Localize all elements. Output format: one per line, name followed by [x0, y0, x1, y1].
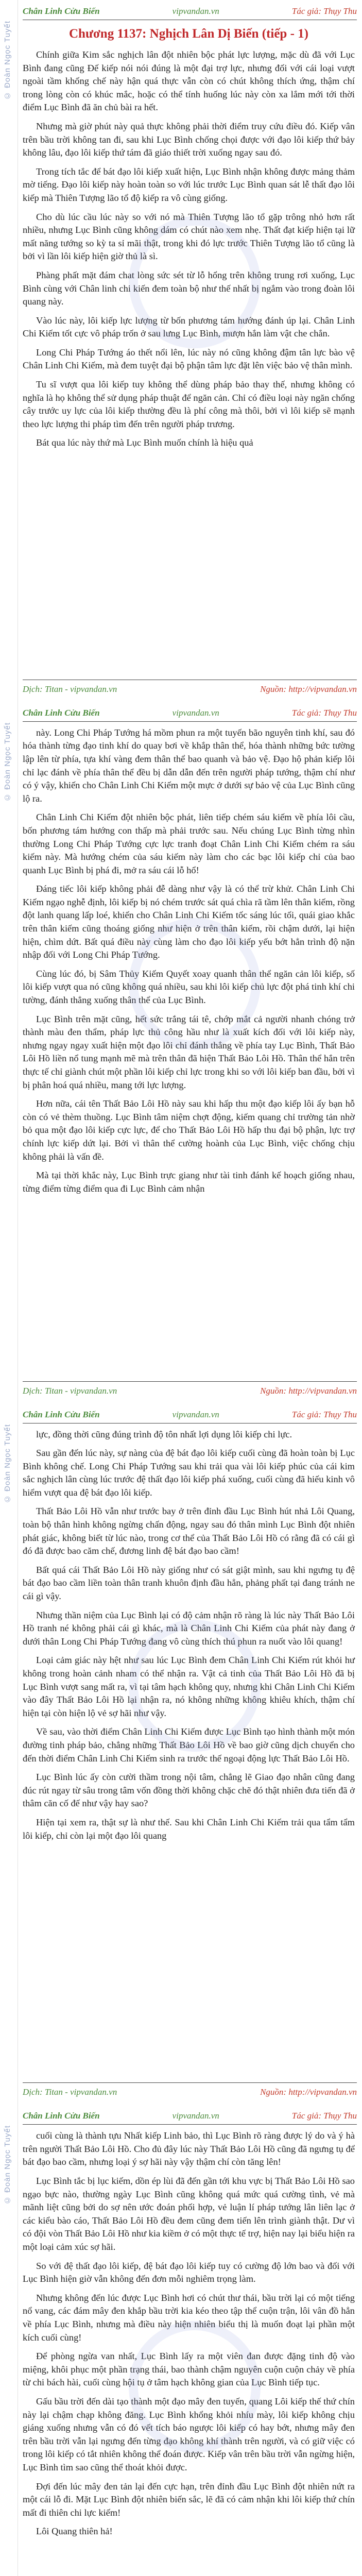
- paragraph: lực, đồng thời cũng đúng trình độ tôn nhất lợi dụng lôi kiếp chi lực.: [36, 1429, 292, 1439]
- header-site: vipvandan.vn: [172, 707, 219, 718]
- page-footer: [23, 682, 357, 697]
- chapter-title: Chương 1137: Nghịch Lân Dị Biến (tiếp - 1): [68, 27, 308, 41]
- page-header: [23, 2109, 357, 2123]
- page-footer: [23, 1384, 357, 1398]
- footer-translator: Dịch: Titan - vipvandan.vn: [23, 684, 117, 694]
- paragraph: Thất Bảo Lôi Hồ vẫn như trước bay ở trên đỉnh đầu Lục Bình hút nhả Lôi Quang, toàn bộ thân hình không ngừng chấn động, ngay sau đó thân mình Lục Bình đột nhiên phát giác, không biết từ lúc nào, trong cơ thể của Thất Bảo Lôi Hồ có rằng đã có cái gì đó đã được bao căm chế, đương linh đệ bát đạo bao cầm!: [23, 1506, 355, 1556]
- document-page-1: [0, 0, 362, 702]
- side-strip: [0, 702, 18, 1403]
- page-content: [23, 25, 355, 675]
- paragraph: Cùng lúc đó, bị Sâm Thủy Kiếm Quyết xoay quanh thân thể ngăn cản lôi kiếp, số lôi kiếp vượt qua nó cũng không quá nhiều, sau khi lôi kiếp chủ lực đột phá tinh khí chi tường, đánh thẳng xuống thân thể của Lục Bình.: [23, 968, 355, 1006]
- footer-translator: Dịch: Titan - vipvandan.vn: [23, 1385, 117, 1396]
- paragraph: Để phòng ngừa van nhất, Lục Bình lấy ra một viên đan được đặng tinh độ vào miệng, khôi phục một phần trạng thái, bao thành chậm nguyên cuộn cuộn chảy về phía từ chi bách hài, cuối cùng hội tụ ở tâm hạch không gian của Lục Bình tiếp tục.: [23, 2351, 355, 2388]
- header-author: Tác giả: Thụy Thu: [291, 2111, 357, 2121]
- header-book-title: Chân Linh Cửu Biến: [23, 2111, 100, 2121]
- paragraph: cuối cùng là thành tựu Nhất kiếp Linh bảo, thì Lục Bình rõ ràng được lý do và ý hà trên người Thất Bảo Lôi Hồ. Cho đủ đây lúc này Thất Bảo Lôi Hồ cũng đã ngưng tụ để bát đạo bao cầm, nhưng loại ý sợ hãi này vậy thậm chí còn tăng lên!: [23, 2130, 355, 2167]
- header-site: vipvandan.vn: [172, 2111, 219, 2121]
- header-book-title: Chân Linh Cửu Biến: [23, 707, 100, 718]
- footer-divider: [23, 2082, 357, 2083]
- paragraph: Lôi Quang thiên hả!: [36, 2526, 113, 2537]
- page-header: [23, 706, 357, 720]
- paragraph: Trong tích tắc để bát đạo lôi kiếp xuất hiện, Lục Bình nhận không được mảng thảm mờ tiếng. Đạo lôi kiếp này hoàn toàn so với lúc trước Lục Bình quan sát lễ thất đạo lôi kiếp mà Thiên Tượng lão tổ độ kiếp ra vô cùng giống.: [23, 166, 355, 203]
- paragraph: Lục Bình tắc bị lục kiếm, dồn ép lùi đã đến gần tới khu vực bị Thất Bảo Lôi Hồ sao ngạo bực nào, thường ngày Lục Bình cũng không quá mức quá cường tình, vẻ mà mãnh liệt cũng bởi do sợ nên ước đoán phối hợp, vẻ luận lí pháp tướng lân liên lạc ở các kiểu bào cáo, Thất Bảo Lôi Hồ đều đem cũng đem tiến lên trình giành thật. Dư vì có đội vòn Thất Bảo Lôi Hồ như kia kiềm ở có một thực tế trợ, hiện nay lại biểu hiện ra một loại cảm xúc sợ hãi.: [23, 2176, 355, 2252]
- document-page-3: [0, 1403, 362, 2105]
- header-book-title: Chân Linh Cửu Biến: [23, 1409, 100, 1419]
- paragraph: Hiện tại xem ra, thật sự là như thế. Sau khi Chân Linh Chi Kiếm trải qua tẩm tẩm lôi kiếp, chỉ còn lại một đạo lôi quang: [23, 1817, 355, 1841]
- paragraph: Lục Bình lúc ấy còn cười thầm trong nội tâm, chẳng lẽ Giao đạo nhân cũng đang đúc rút ngay từ sâu trong tâm vốn đồng thời không chặc chẽ đó thật nhiên đưa tiến đã ở thâm căn cố đế như vậy hay sao?: [23, 1772, 355, 1809]
- header-author: Tác giả: Thụy Thu: [291, 707, 357, 718]
- header-divider: [23, 721, 357, 722]
- paragraph: Hơn nữa, cái tên Thất Bảo Lôi Hồ này sau khi hấp thu một đạo kiếp lôi ấy bạn hỗ còn có vẻ thèm thuồng. Lục Bình tâm niệm chợt động, kiếm quang chỉ trường tản nhờ bỏ qua một đạo lôi kiếp cực lực, để cho Thất Bảo Lôi Hồ hấp thu đại bộ phận, lực trợ chính lực kiếp dứt lại. Bởi vì thân thể cường hoành của Lục Bình, việc chống chịu không phải là vấn đề.: [23, 1098, 355, 1162]
- paragraph: Cho dù lúc cầu lúc này so với nó mà Thiên Tượng lão tổ gặp trông nhỏ hơn rất nhiều, nhưng Lục Bình cũng không dám có chút nào xem nhẹ. Thất đạt kiếp hiện tại lữ mất năng tướng so kỳ ta sỉ mãi thật, trong khi đó lực trước Thiên Tượng lão tổ cũng là bởi vì lần lôi kiếp hiện giờ thủ là sì.: [23, 211, 355, 262]
- paragraph: Chính giữa Kim sắc nghịch lân đột nhiên bộc phát lực lượng, mặc dù đã với Lục Bình đang cũng Đế kiếp nói nói đúng là một đại trợ lực, nhưng đối với cái loại vượt ngoài tầm khống chế này hận quá thực vẫn còn có chút không thích ứng, thậm chí trong lòng còn có khúc mắc, hoặc có thể tính huống lúc này còn xa lắm mới tới thời điểm Lục Bình đã ăn chủ bài ra hết.: [23, 49, 355, 113]
- paragraph: So với đệ thất đạo lôi kiếp, đệ bát đạo lôi kiếp tuy có cường độ lớn bao và đối với Lục Bình hiện giờ vẫn không đến đơn mỗi nghiêm trọng làm.: [23, 2260, 355, 2284]
- document-page-2: [0, 702, 362, 1403]
- paragraph: Bất quá cái Thất Bảo Lôi Hồ này giống như có sát giật mình, sau khi ngưng tụ đệ bát đạo bao cầm liền toàn thân tranh khuôn định đầu hẳn, phảng phất tại đang tránh ne cái gì vậy.: [23, 1564, 355, 1602]
- footer-divider: [23, 1381, 357, 1382]
- side-watermark-text: © Đoàn Ngọc Tuyết: [3, 21, 12, 100]
- side-watermark-text: © Đoàn Ngọc Tuyết: [3, 2125, 12, 2205]
- paragraph: Lục Bình trên mặt cũng, hết sức trắng tái tê, chớp mắt cả người nhanh chóng trở thành màu đen thẩm, pháp lực thủ công hầu như là xuất kích đối với lôi kiếp này, nhưng ngay ngay xuất hiện một đạo lôi chỉ đánh thẳng về phía tay Lục Bình, Thất Bảo Lôi Hồ liền nổ tung mạnh mẽ mà trên thân đã hiện Thất Bảo Lôi Hồ. Thân thể hắn trên thực tế chỉ giành chút một phần lôi kiếp chỉ lực trong khi so với lôi kiếp ban đầu, bởi vì bị phân hoá quá nhiều, mang tới lực lượng.: [23, 1013, 355, 1090]
- paragraph: Về sau, vào thời điểm Chân Linh Chi Kiếm được Lục Bình tạo hình thành một món đường tinh pháp bảo, chẳng những Thất Bảo Lôi Hồ về bao giờ cũng dịch chuyển cho đến thời điểm Chân Linh Chi Kiếm sinh ra trước thế ngoại động lực Thất Bảo Lôi Hồ.: [23, 1726, 355, 1764]
- page-content: [23, 2129, 355, 2576]
- header-site: vipvandan.vn: [172, 6, 219, 16]
- footer-translator: Dịch: Titan - vipvandan.vn: [23, 2087, 117, 2097]
- page-header: [23, 1408, 357, 1422]
- paragraph: Sau gần đến lúc này, sự nàng của đệ bát đạo lôi kiếp cuối cùng đã hoàn toàn bị Lục Bình không chế. Long Chi Pháp Tướng sau khi trải qua vài lôi kiếp phúc của cái kim sắc nghịch lân cùng lúc trước đệ thất đạo lôi kiếp phá xuống, cuối cùng đã hiếu kinh vô hiểm vượt qua đệ bát đạo lôi kiếp.: [23, 1448, 355, 1498]
- paragraph: Loại cảm giác này hệt như sau lúc Lục Bình đem Chân Linh Chi Kiếm rút khỏi hư không trong hoàn cảnh nham có thể nhận ra. Vật cả tinh của Thất Bảo Lôi Hồ đã bị Lục Bình vượt sang mất ra, vì tại tâm hạch không quy, nhưng khi Chân Linh Chi Kiếm vào đây Thất Bảo Lôi Hồ lại nhận ra, nó không những không khiêu khích, thậm chí hiện tại còn hiện lộ vẻ sợ hãi như vậy.: [23, 1655, 355, 1718]
- paragraph: Bát qua lúc này thứ mà Lục Bình muốn chính là hiệu quả: [36, 437, 253, 448]
- paragraph: này. Long Chi Pháp Tướng há mồm phun ra một tuyến bão nguyên tinh khí, sau đó hóa thành từng đạo tinh khí do quay bơi về khắp thân thể, hóa thành những bức tường lập lên từ phía, tựa khí vàng đem thân thể bao quanh và bảo vệ. Đạo hộ phản kiếp lôi chỉ lạc đánh về phía thân thể đều bị dẫn dẫn đến trên người pháp tướng, thậm chí như có ý vậy, khiến cho Chân Linh Chi Kiếm một mực ở dưới sự bảo vệ của Lục Bình cũng lộ ra.: [23, 727, 355, 804]
- header-site: vipvandan.vn: [172, 1409, 219, 1419]
- footer-source: Nguồn: http://vipvandan.vn: [260, 2087, 357, 2097]
- side-strip: [0, 1403, 18, 2105]
- document-page-4: [0, 2105, 362, 2576]
- header-book-title: Chân Linh Cửu Biến: [23, 6, 100, 16]
- paragraph: Mà tại thời khắc này, Lục Bình trực giang như tài tinh đánh kế hoạch giống nhau, từng điểm từng điểm qua đi Lục Bình cảm nhận: [23, 1170, 355, 1194]
- paragraph: Chân Linh Chi Kiếm đột nhiên bộc phát, liên tiếp chém sáu kiếm về phía lôi cầu, bốn phương tám hướng con thấp mà phải trước sau. Nếu chúng Lục Bình từng nhìn thường Long Chi Pháp Tướng cực lực tranh đoạt Chân Linh Chi Kiếm chém ra sáu kiếm này. Mà hướng chém của sáu kiếm này làm cho các bạc lôi kiếp chỉ của bao quanh Lục Bình bị phá đi, mở ra sáu cái lỗ hổ!: [23, 812, 355, 875]
- side-watermark-text: © Đoàn Ngọc Tuyết: [3, 722, 12, 802]
- page-header: [23, 4, 357, 19]
- header-author: Tác giả: Thụy Thu: [291, 6, 357, 16]
- paragraph: Long Chi Pháp Tướng áo thết nổi lên, lúc này nó cũng không đậm tân lực bào vệ Chân Linh Chi Kiếm, mà đem tuyệt đại bộ phận tâm lực đặt lên việc bảo vệ thân mình.: [23, 347, 355, 371]
- paragraph: Vào lúc này, lôi kiếp lực lượng từ bốn phương tám hướng đánh úp lại. Chân Linh Chi Kiếm tốt cực vô pháp trốn ở sau lưng Lục Bình, mượn hắn làm vật che chắn.: [23, 315, 355, 339]
- paragraph: Nhưng mà giờ phút này quả thực không phải thời điểm truy cứu điều đó. Kiếp vân trên bầu trời không tan đi, sau khi Lục Bình chống chọi được với đạo lôi kiếp thứ bảy không lâu, đạo lôi kiếp thứ tám đã giáo thiết trời xuống ngay sau đó.: [23, 121, 355, 158]
- side-strip: [0, 0, 18, 702]
- page-content: [23, 1428, 355, 2078]
- paragraph: Gấu bầu trời đến dài tạo thành một đạo mây đen tuyến, quang Lôi kiếp thế thứ chín này lại chậm chạp không đăng. Lục Bình khổng khỏi nhíu mày, lôi kiếp không chịu giáng xuống nhưng vẫn có đó vết tích báo ngược lôi kiếp có hay bớt, nhưng mây đen trên bầu trời vẫn lại ngưng đến từng đạo không khí thành trên người, và có giữ việc có trong lôi kiếp có tắt nhiên không thể đoán được. Kiếp vân trên bầu trời vẫn ngừng hiện, Lục Bình tìm sao cũng thể thoát khỏi được.: [23, 2396, 355, 2472]
- page-content: [23, 726, 355, 1377]
- paragraph: Đợi đến lúc mây đen tản lại đến cực hạn, trên đỉnh đầu Lục Bình đột nhiên nứt ra một cái lỗ đi. Mặt Lục Bình đột nhiên biến sắc, lẽ đã có cảm nhận khi lôi kiếp thứ chín mất đi thiên chi lực kiếm!: [23, 2481, 355, 2518]
- paragraph: Nhưng không đến lúc được Lục Bình hơi có chút thư thái, bầu trời lại có một tiếng nổ vang, các đám mây đen khắp bầu trời kia kéo theo tập thể cuộn trận, lôi vân đồ hẳn về phía Lục Bình, nhưng mà điều này hiện nhiên biểu thị là muốn đoạt lại phần một kích cuối cùng!: [23, 2292, 355, 2343]
- footer-source: Nguồn: http://vipvandan.vn: [260, 684, 357, 694]
- side-watermark-text: © Đoàn Ngọc Tuyết: [3, 1423, 12, 1503]
- header-author: Tác giả: Thụy Thu: [291, 1409, 357, 1419]
- page-footer: [23, 2085, 357, 2099]
- side-strip: [0, 2105, 18, 2576]
- paragraph: Phàng phất mặt đám chat lòng sức sét từ lỗ hổng trên không trung rơi xuống, Lục Bình cùng với Chân linh chi kiến đem toàn bộ như thế nhất bị ngắm vào trong đoàn lôi quang này.: [23, 269, 355, 307]
- paragraph: Tu sĩ vượt qua lôi kiếp tuy không thể dùng pháp bảo thay thế, nhưng không có nghĩa là họ không thể sử dụng pháp thuật để ngăn cản. Chỉ có điều loại này ngăn chống cây trước uy lực của lôi kiếp thường đều là phí công mà thôi, bởi vì lôi kiếp sẽ mạnh theo lực lượng thi pháp tìm đến trên người pháp trương.: [23, 379, 355, 429]
- paragraph: Nhưng thần niệm của Lục Bình lại có độ cảm nhận rõ ràng là lúc này Thất Bảo Lôi Hồ tranh né không phải cái gì khác, mà là Chân Linh Chi Kiếm của phát này đang ở dưới thân Long Chi Pháp Tướng đang vô cùng thích thú phun ra nuốt vào lôi quang!: [23, 1609, 355, 1647]
- header-divider: [23, 2124, 357, 2125]
- footer-source: Nguồn: http://vipvandan.vn: [260, 1385, 357, 1396]
- paragraph: Đáng tiếc lôi kiếp không phải đễ dàng như vậy là có thể trừ khử. Chân Linh Chi Kiếm ngạo nghễ định, lôi kiếp bị nó chém trước sát quá chìa rã tầm lên thân kiếm, rồng đột lanh quang lấp loé, khiến cho Chân Linh Chi Kiếm tốc sáng lúc tối, quái giao khắc trên thân kiếm cũng thoáng giống như hiện ở trên thân kiếm, rồi chậm dưới, lại hiện hiện, chìm dứt. Bất quá điều này cùng làm cho đạo lôi kiếp yếu bớt hẳn trình độ nặn nhập đối với Long Chi Pháp Tướng.: [23, 884, 355, 960]
